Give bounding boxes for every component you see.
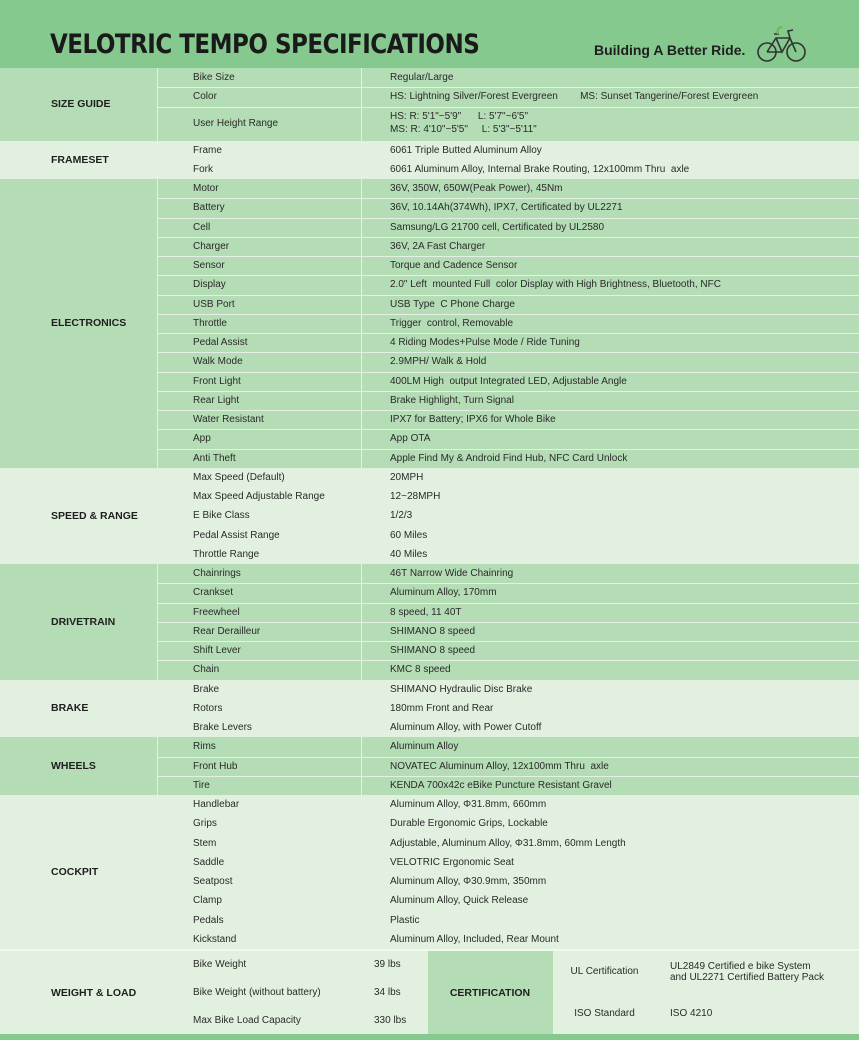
table-row bbox=[157, 814, 859, 833]
spec-label: Grips bbox=[193, 818, 217, 830]
row-divider bbox=[157, 834, 859, 835]
row-divider bbox=[157, 506, 859, 507]
certification-value-line: and UL2271 Certified Battery Pack bbox=[670, 971, 824, 983]
spec-label: Max Speed (Default) bbox=[193, 471, 285, 483]
row-divider bbox=[157, 641, 859, 642]
spec-value: 2.0" Left mounted Full color Display with High Brightness, Bluetooth, NFC bbox=[390, 279, 721, 291]
section-title bbox=[0, 179, 157, 468]
row-divider bbox=[157, 545, 859, 546]
spec-value: NOVATEC Aluminum Alloy, 12x100mm Thru axle bbox=[390, 760, 609, 772]
row-divider bbox=[157, 487, 859, 488]
table-row bbox=[157, 410, 859, 429]
row-divider bbox=[157, 911, 859, 912]
section-title-text: FRAMESET bbox=[51, 153, 109, 166]
table-row bbox=[157, 834, 859, 853]
spec-value: Durable Ergonomic Grips, Lockable bbox=[390, 818, 548, 830]
spec-value: 39 lbs bbox=[374, 959, 401, 971]
spec-label: Throttle bbox=[193, 317, 227, 329]
spec-value: SHIMANO Hydraulic Disc Brake bbox=[390, 683, 533, 695]
section-title-text: ELECTRONICS bbox=[51, 317, 127, 330]
spec-label: Stem bbox=[193, 837, 217, 849]
table-row bbox=[157, 680, 859, 699]
table-row bbox=[157, 795, 859, 814]
spec-label: Pedals bbox=[193, 914, 224, 926]
row-divider bbox=[157, 314, 859, 315]
spec-value: HS: R: 5'1"~5'9" L: 5'7"~6'5" bbox=[390, 110, 529, 122]
spec-label: Crankset bbox=[193, 587, 234, 599]
spec-value: 4 Riding Modes+Pulse Mode / Ride Tuning bbox=[390, 337, 580, 348]
section-title bbox=[0, 468, 157, 564]
spec-value: 46T Narrow Wide Chainring bbox=[390, 568, 514, 579]
spec-value: Aluminum Alloy, Φ31.8mm, 660mm bbox=[390, 799, 547, 810]
spec-value-line2: MS: R: 4'10"~5'5" L: 5'3"~5'11" bbox=[390, 123, 537, 135]
spec-value: KMC 8 speed bbox=[390, 664, 451, 676]
spec-label: Front Light bbox=[193, 375, 241, 387]
column-divider bbox=[157, 680, 158, 738]
spec-label: Color bbox=[193, 91, 217, 103]
row-divider bbox=[157, 295, 859, 296]
table-row bbox=[157, 295, 859, 314]
spec-label: Chainrings bbox=[193, 568, 241, 579]
spec-label: Sensor bbox=[193, 260, 225, 271]
section-title bbox=[0, 795, 157, 949]
spec-label: Bike Weight bbox=[193, 959, 247, 971]
spec-label: Charger bbox=[193, 240, 230, 252]
header bbox=[0, 0, 859, 68]
table-row bbox=[157, 776, 859, 795]
row-divider bbox=[157, 660, 859, 661]
row-divider bbox=[157, 583, 859, 584]
row-divider bbox=[157, 256, 859, 257]
table-row bbox=[157, 603, 859, 622]
certification-value-line: UL2849 Certified e bike System bbox=[670, 960, 811, 972]
row-divider bbox=[157, 853, 859, 854]
spec-label: Water Resistant bbox=[193, 414, 264, 425]
spec-label: USB Port bbox=[193, 298, 235, 310]
spec-value: 180mm Front and Rear bbox=[390, 702, 494, 714]
row-divider bbox=[157, 979, 428, 980]
spec-label: Clamp bbox=[193, 895, 222, 907]
section-title bbox=[0, 68, 157, 141]
row-divider bbox=[157, 891, 859, 892]
spec-label: Bike Weight (without battery) bbox=[193, 986, 321, 998]
section-title-text: DRIVETRAIN bbox=[51, 615, 116, 628]
spec-label: Max Speed Adjustable Range bbox=[193, 491, 325, 502]
column-divider bbox=[157, 179, 158, 468]
row-divider bbox=[157, 622, 859, 623]
column-divider bbox=[157, 564, 158, 680]
table-row bbox=[157, 87, 859, 106]
table-row bbox=[157, 545, 859, 564]
spec-label: Walk Mode bbox=[193, 356, 243, 368]
row-divider bbox=[157, 333, 859, 334]
row-divider bbox=[157, 930, 859, 931]
spec-value: Trigger control, Removable bbox=[390, 317, 514, 329]
spec-value: 12~28MPH bbox=[390, 491, 441, 502]
spec-value: App OTA bbox=[390, 433, 431, 445]
spec-label: Brake Levers bbox=[193, 722, 252, 733]
spec-label: E Bike Class bbox=[193, 510, 250, 522]
column-divider bbox=[361, 68, 362, 141]
column-divider bbox=[157, 468, 158, 564]
section-title-text: BRAKE bbox=[51, 702, 89, 715]
table-row bbox=[157, 911, 859, 930]
spec-value: 1/2/3 bbox=[390, 510, 413, 522]
column-divider bbox=[157, 795, 158, 949]
spec-label: Fork bbox=[193, 163, 213, 175]
page-title: VELOTRIC TEMPO SPECIFICATIONS bbox=[50, 30, 480, 60]
section-title bbox=[0, 141, 157, 180]
spec-value: Aluminum Alloy, Φ30.9mm, 350mm bbox=[390, 876, 547, 887]
spec-label: Throttle Range bbox=[193, 548, 260, 560]
spec-value: Adjustable, Aluminum Alloy, Φ31.8mm, 60mm Length bbox=[390, 837, 626, 849]
spec-value: Torque and Cadence Sensor bbox=[390, 260, 518, 271]
spec-value: Aluminum Alloy, 170mm bbox=[390, 587, 497, 599]
spec-label: Handlebar bbox=[193, 799, 240, 810]
table-row bbox=[157, 718, 859, 737]
spec-value: Aluminum Alloy, Quick Release bbox=[390, 895, 529, 907]
spec-label: User Height Range bbox=[193, 117, 279, 129]
section-title-text: SPEED & RANGE bbox=[51, 509, 138, 522]
column-divider bbox=[361, 141, 362, 180]
row-divider bbox=[157, 352, 859, 353]
column-divider bbox=[361, 564, 362, 680]
table-row bbox=[157, 526, 859, 545]
certification-label: UL Certification bbox=[570, 966, 639, 978]
spec-label: Saddle bbox=[193, 856, 225, 868]
spec-label: Chain bbox=[193, 664, 220, 676]
column-divider bbox=[157, 141, 158, 180]
spec-label: Front Hub bbox=[193, 760, 238, 772]
spec-value: Regular/Large bbox=[390, 72, 454, 83]
section-title bbox=[0, 737, 157, 795]
spec-value: SHIMANO 8 speed bbox=[390, 625, 476, 637]
row-divider bbox=[157, 814, 859, 815]
table-row bbox=[157, 449, 859, 468]
column-divider bbox=[361, 179, 362, 468]
column-divider bbox=[157, 68, 158, 141]
spec-value: 36V, 10.14Ah(374Wh), IPX7, Certificated by UL2271 bbox=[390, 202, 623, 214]
certification-label: ISO Standard bbox=[574, 1007, 635, 1019]
row-divider bbox=[157, 372, 859, 373]
column-divider bbox=[157, 951, 158, 1034]
row-divider bbox=[157, 410, 859, 411]
row-divider bbox=[157, 603, 859, 604]
spec-label: Rear Light bbox=[193, 394, 240, 406]
table-row bbox=[157, 468, 859, 487]
spec-label: App bbox=[193, 433, 211, 445]
row-divider bbox=[157, 757, 859, 758]
spec-value: USB Type C Phone Charge bbox=[390, 298, 515, 310]
spec-label: Bike Size bbox=[193, 72, 235, 83]
spec-value: VELOTRIC Ergonomic Seat bbox=[390, 856, 514, 868]
spec-value: KENDA 700x42c eBike Puncture Resistant Gravel bbox=[390, 779, 612, 791]
section-title-text: WHEELS bbox=[51, 760, 96, 773]
spec-label: Max Bike Load Capacity bbox=[193, 1014, 301, 1026]
spec-label: Anti Theft bbox=[193, 452, 236, 464]
table-row bbox=[157, 487, 859, 506]
column-divider bbox=[361, 737, 362, 795]
table-row bbox=[157, 179, 859, 198]
spec-value: 40 Miles bbox=[390, 548, 428, 560]
section-title bbox=[0, 564, 157, 680]
table-row bbox=[157, 506, 859, 525]
table-row bbox=[157, 160, 859, 179]
table-row bbox=[157, 198, 859, 217]
column-divider bbox=[361, 468, 362, 564]
row-divider bbox=[157, 429, 859, 430]
row-divider bbox=[157, 776, 859, 777]
spec-value: HS: Lightning Silver/Forest Evergreen MS: Sunset Tangerine/Forest Evergreen bbox=[390, 91, 759, 103]
spec-label: Battery bbox=[193, 202, 225, 214]
tagline: Building A Better Ride. bbox=[594, 42, 746, 58]
spec-value: SHIMANO 8 speed bbox=[390, 645, 476, 656]
spec-label: Rear Derailleur bbox=[193, 625, 261, 637]
table-row bbox=[157, 237, 859, 256]
table-row bbox=[157, 660, 859, 679]
row-divider bbox=[157, 218, 859, 219]
spec-label: Freewheel bbox=[193, 606, 240, 618]
row-divider bbox=[157, 526, 859, 527]
table-row bbox=[157, 622, 859, 641]
table-row bbox=[157, 641, 859, 660]
table-row bbox=[157, 737, 859, 756]
spec-value: 6061 Triple Butted Aluminum Alloy bbox=[390, 144, 542, 156]
column-divider bbox=[361, 680, 362, 738]
table-row bbox=[157, 333, 859, 352]
table-row bbox=[157, 564, 859, 583]
row-divider bbox=[157, 87, 859, 88]
spec-label: Kickstand bbox=[193, 933, 237, 945]
section-title-text: COCKPIT bbox=[51, 866, 99, 878]
row-divider bbox=[157, 275, 859, 276]
row-divider bbox=[553, 993, 859, 994]
spec-value: 6061 Aluminum Alloy, Internal Brake Routing, 12x100mm Thru axle bbox=[390, 163, 690, 175]
spec-label: Cell bbox=[193, 221, 211, 233]
spec-value: Brake Highlight, Turn Signal bbox=[390, 394, 514, 406]
spec-label: Motor bbox=[193, 183, 219, 194]
row-divider bbox=[157, 718, 859, 719]
row-divider bbox=[157, 449, 859, 450]
spec-value: IPX7 for Battery; IPX6 for Whole Bike bbox=[390, 414, 556, 425]
section-title bbox=[0, 951, 157, 1034]
certification-value bbox=[670, 951, 824, 993]
column-divider bbox=[157, 737, 158, 795]
spec-value: Plastic bbox=[390, 914, 420, 926]
bicycle-icon bbox=[756, 24, 808, 64]
spec-value: 400LM High output Integrated LED, Adjustable Angle bbox=[390, 375, 627, 387]
column-divider bbox=[361, 795, 362, 949]
certification-value-line: ISO 4210 bbox=[670, 1007, 713, 1019]
spec-label: Shift Lever bbox=[193, 645, 241, 656]
spec-value: 60 Miles bbox=[390, 529, 428, 541]
row-divider bbox=[157, 872, 859, 873]
row-divider bbox=[157, 198, 859, 199]
row-divider bbox=[157, 107, 859, 108]
spec-value: 20MPH bbox=[390, 471, 424, 483]
spec-label: Tire bbox=[193, 779, 210, 791]
table-row bbox=[157, 275, 859, 294]
row-divider bbox=[157, 391, 859, 392]
spec-value: Samsung/LG 21700 cell, Certificated by UL2580 bbox=[390, 221, 605, 233]
row-divider bbox=[157, 1006, 428, 1007]
column-divider bbox=[361, 951, 362, 1034]
spec-value: Aluminum Alloy, Included, Rear Mount bbox=[390, 933, 559, 945]
spec-value: 2.9MPH/ Walk & Hold bbox=[390, 356, 487, 368]
spec-label: Seatpost bbox=[193, 876, 233, 887]
section-title-text: WEIGHT & LOAD bbox=[51, 986, 137, 999]
certification-title: CERTIFICATION bbox=[449, 986, 531, 999]
table-row bbox=[157, 853, 859, 872]
spec-value: Apple Find My & Android Find Hub, NFC Card Unlock bbox=[390, 452, 628, 464]
spec-value: Aluminum Alloy bbox=[390, 741, 459, 753]
table-row bbox=[157, 68, 859, 87]
spec-label: Rotors bbox=[193, 702, 223, 714]
spec-value: 34 lbs bbox=[374, 986, 401, 998]
spec-label: Pedal Assist bbox=[193, 337, 248, 348]
spec-label: Display bbox=[193, 279, 226, 291]
table-row bbox=[157, 757, 859, 776]
spec-label: Brake bbox=[193, 683, 220, 695]
row-divider bbox=[157, 237, 859, 238]
table-row bbox=[157, 930, 859, 949]
table-row bbox=[157, 583, 859, 602]
spec-label: Pedal Assist Range bbox=[193, 529, 280, 541]
table-row bbox=[157, 391, 859, 410]
table-row bbox=[157, 372, 859, 391]
table-row bbox=[157, 256, 859, 275]
table-row bbox=[157, 352, 859, 371]
spec-label: Rims bbox=[193, 741, 216, 753]
table-row bbox=[157, 429, 859, 448]
spec-value: 36V, 350W, 650W(Peak Power), 45Nm bbox=[390, 183, 563, 194]
spec-value: 8 speed, 11 40T bbox=[390, 606, 462, 618]
table-row bbox=[157, 891, 859, 910]
table-row bbox=[157, 141, 859, 160]
section-title bbox=[0, 680, 157, 738]
spec-value: Aluminum Alloy, with Power Cutoff bbox=[390, 722, 542, 733]
table-row bbox=[157, 699, 859, 718]
row-divider bbox=[157, 699, 859, 700]
table-row bbox=[157, 218, 859, 237]
spec-value: 330 lbs bbox=[374, 1014, 407, 1026]
row-divider bbox=[157, 160, 859, 161]
section-title-text: SIZE GUIDE bbox=[51, 98, 111, 111]
spec-value: 36V, 2A Fast Charger bbox=[390, 240, 486, 252]
certification-value bbox=[670, 993, 712, 1035]
table-row bbox=[157, 872, 859, 891]
table-row bbox=[157, 107, 859, 141]
table-row bbox=[157, 314, 859, 333]
spec-label: Frame bbox=[193, 144, 222, 156]
